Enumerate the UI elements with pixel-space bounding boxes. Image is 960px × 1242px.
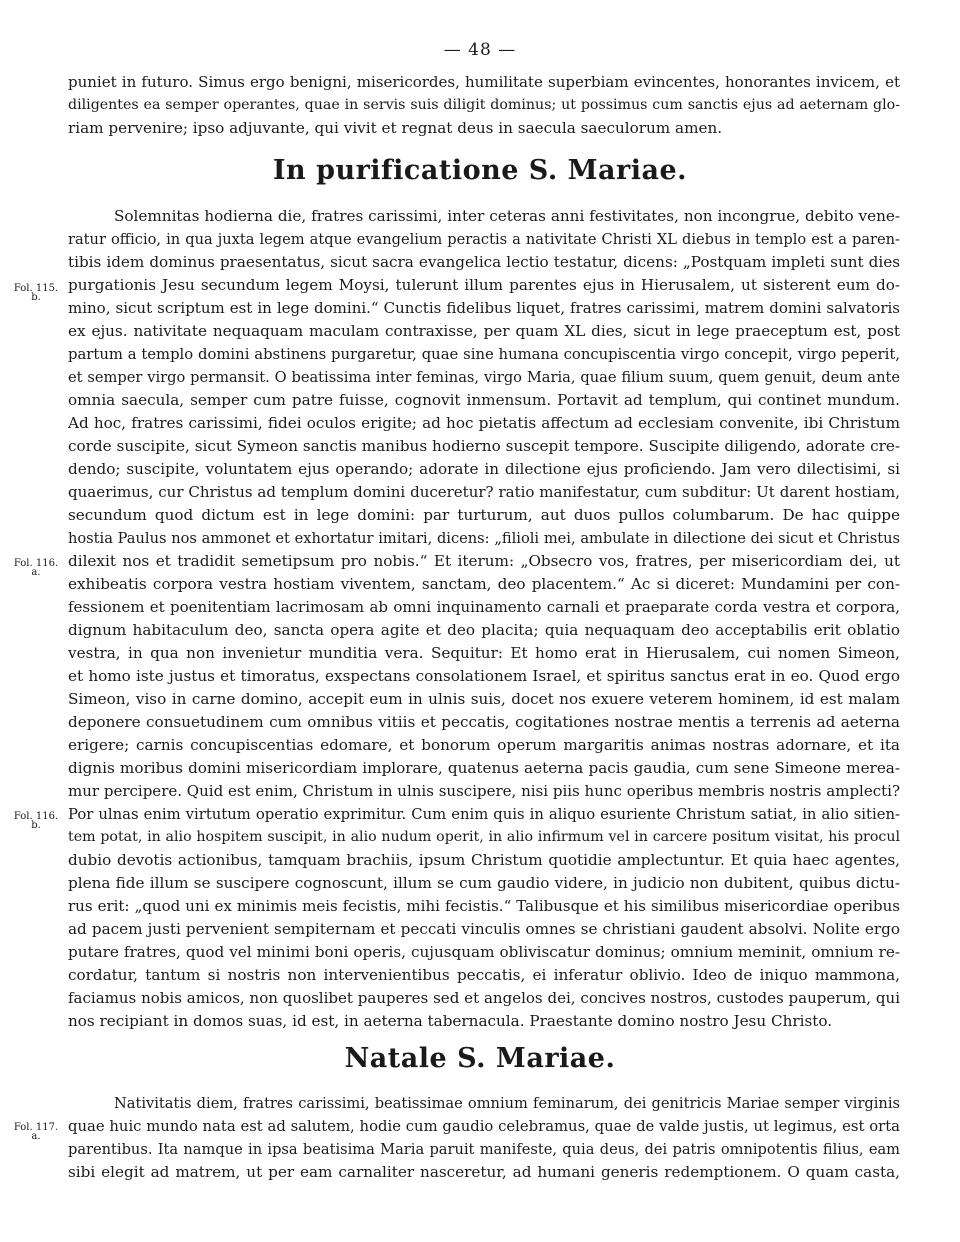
folio-number: Fol. 115.	[13, 283, 59, 294]
text-line: ratur officio, in qua juxta legem atque evangelium peractis a nativitate Christi XL diebus in templo est a paren-	[68, 231, 900, 248]
text-line: omnia saecula, semper cum patre fuisse, cognovit inmensum. Portavit ad templum, qui continet mundum.	[68, 391, 900, 409]
text-line: plena fide illum se suscipere cognoscunt, illum se cum gaudio videre, in judicio non dubitent, quibus dictu-	[68, 874, 900, 892]
folio-number: Fol. 116.	[13, 811, 59, 822]
text-line: ex ejus. nativitate nequaquam maculam contraxisse, per quam XL dies, sicut in lege praeceptum est, post	[68, 322, 900, 340]
text-line: dilexit nos et tradidit semetipsum pro nobis.“ Et iterum: „Obsecro vos, fratres, per misericordiam dei, ut	[68, 552, 900, 570]
folio-side: a.	[31, 1131, 41, 1142]
text-line: purgationis Jesu secundum legem Moysi, tulerunt illum parentes ejus in Hierusalem, ut sisterent eum do-	[68, 276, 900, 294]
margin-folio-note	[8, 812, 64, 830]
text-line: cordatur, tantum si nostris non intervenientibus peccatis, ei inferatur oblivio. Ideo de iniquo mammona,	[68, 966, 900, 984]
text-line: partum a templo domini abstinens purgaretur, quae sine humana concupiscentia virgo concepit, virgo peperit,	[68, 346, 900, 363]
text-line: Por ulnas enim virtutum operatio exprimitur. Cum enim quis in aliquo esuriente Christum satiat, in alio sitien-	[68, 806, 900, 823]
text-line: sibi elegit ad matrem, ut per eam carnaliter nasceretur, ad humani generis redemptionem. O quam casta,	[68, 1163, 900, 1181]
text-line: dendo; suscipite, voluntatem ejus operando; adorate in dilectione ejus proficiendo. Jam vero dilectisimi, si	[68, 460, 900, 478]
text-line: puniet in futuro. Simus ergo benigni, misericordes, humilitate superbiam evincentes, honorantes invicem, et	[68, 73, 900, 91]
text-line: tem potat, in alio hospitem suscipit, in alio nudum operit, in alio infirmum vel in carcere positum visitat, his procul	[68, 829, 900, 845]
text-line: quaerimus, cur Christus ad templum domini duceretur? ratio manifestatur, cum subditur: Ut darent hostiam,	[68, 483, 900, 501]
text-line: riam pervenire; ipso adjuvante, qui vivit et regnat deus in saecula saeculorum amen.	[68, 119, 723, 137]
text-line: diligentes ea semper operantes, quae in servis suis diligit dominus; ut possimus cum sanctis ejus ad aeternam glo-	[68, 97, 900, 113]
folio-side: a.	[31, 567, 41, 578]
text-line: Simeon, viso in carne domino, accepit eum in ulnis suis, docet nos exuere veterem hominem, id est malam	[68, 690, 900, 708]
text-line: hostia Paulus nos ammonet et exhortatur imitari, dicens: „filioli mei, ambulate in dilectione dei sicut et Christus	[68, 530, 900, 547]
text-line: deponere consuetudinem cum omnibus vitiis et peccatis, cogitationes nostrae mentis a terrenis ad aeterna	[68, 713, 900, 731]
paragraph-purificatione	[68, 205, 900, 1033]
text-line: Solemnitas hodierna die, fratres carissimi, inter ceteras anni festivitates, non incongrue, debito vene-	[114, 207, 900, 225]
margin-folio-note	[8, 284, 64, 302]
text-line: dubio devotis actionibus, tamquam brachiis, ipsum Christum quotidie amplectuntur. Et quia haec agentes,	[68, 851, 900, 869]
text-line: et homo iste justus et timoratus, exspectans consolationem Israel, et spiritus sanctus erat in eo. Quod ergo	[68, 667, 900, 685]
folio-side: b.	[31, 292, 41, 303]
margin-folio-note	[8, 1123, 64, 1141]
folio-side: b.	[31, 820, 41, 831]
text-line: tibis idem dominus praesentatus, sicut sacra evangelica lectio testatur, dicens: „Postquam impleti sunt dies	[68, 253, 900, 271]
text-line: corde suscipite, sicut Symeon sanctis manibus hodierno suscepit tempore. Suscipite diligendo, adorate cre-	[68, 437, 900, 455]
folio-number: Fol. 117.	[13, 1122, 59, 1133]
text-line: vestra, in qua non invenietur munditia vera. Sequitur: Et homo erat in Hierusalem, cui nomen Simeon,	[68, 644, 900, 662]
text-line: quae huic mundo nata est ad salutem, hodie cum gaudio celebramus, quae de valde justis, ut legimus, est orta	[68, 1118, 900, 1135]
text-line: mur percipere. Quid est enim, Christum in ulnis suscipere, nisi piis hunc operibus membris nostris amplecti?	[68, 782, 900, 800]
text-line: parentibus. Ita namque in ipsa beatisima Maria paruit manifeste, quia deus, dei patris omnipotentis filius, eam	[68, 1141, 900, 1158]
text-line: ad pacem justi pervenient sempiternam et peccati vinculis omnes se christiani gaudent absolvi. Nolite ergo	[68, 920, 900, 938]
page-number: — 48 —	[443, 40, 517, 60]
text-line: Ad hoc, fratres carissimi, fidei oculos erigite; ad hoc pietatis affectum ad ecclesiam convenite, ibi Christum	[68, 414, 900, 432]
text-line: Nativitatis diem, fratres carissimi, beatissimae omnium feminarum, dei genitricis Mariae semper virginis	[114, 1095, 900, 1112]
text-line: faciamus nobis amicos, non quoslibet pauperes sed et angelos dei, concives nostros, custodes pauperum, qui	[68, 989, 900, 1007]
text-line: erigere; carnis concupiscentias edomare, et bonorum operum margaritis animas nostras adornare, et ita	[68, 736, 900, 754]
text-line: fessionem et poenitentiam lacrimosam ab omni inquinamento carnali et praeparate corda vestra et corpora,	[68, 598, 900, 616]
text-line: mino, sicut scriptum est in lege domini.“ Cunctis fidelibus liquet, fratres carissimi, matrem domini salvatoris	[68, 299, 900, 317]
paragraph-natale	[68, 1092, 900, 1184]
section-heading-purificatione: In purificatione S. Mariae.	[272, 155, 688, 186]
text-line: et semper virgo permansit. O beatissima inter feminas, virgo Maria, quae filium suum, quem genuit, deum ante	[68, 369, 900, 386]
margin-folio-note	[8, 559, 64, 577]
paragraph-closing	[68, 71, 900, 140]
text-line: dignis moribus domini misericordiam implorare, quatenus aeterna pacis gaudia, cum sene Simeone merea-	[68, 759, 900, 777]
text-line: putare fratres, quod vel minimi boni operis, cujusquam obliviscatur dominus; omnium meminit, omnium re-	[68, 943, 900, 961]
text-line: secundum quod dictum est in lege domini: par turturum, aut duos pullos columbarum. De hac quippe	[68, 506, 900, 524]
section-heading-natale: Natale S. Mariae.	[344, 1043, 616, 1074]
folio-number: Fol. 116.	[13, 558, 59, 569]
text-line: rus erit: „quod uni ex minimis meis fecistis, mihi fecistis.“ Talibusque et his similibus misericordiae operibus	[68, 897, 900, 915]
text-line: nos recipiant in domos suas, id est, in aeterna tabernacula. Praestante domino nostro Jesu Christo.	[68, 1012, 833, 1030]
text-line: exhibeatis corpora vestra hostiam viventem, sanctam, deo placentem.“ Ac si diceret: Mundamini per con-	[68, 575, 900, 593]
text-line: dignum habitaculum deo, sancta opera agite et deo placita; quia nequaquam deo acceptabilis erit oblatio	[68, 621, 900, 639]
